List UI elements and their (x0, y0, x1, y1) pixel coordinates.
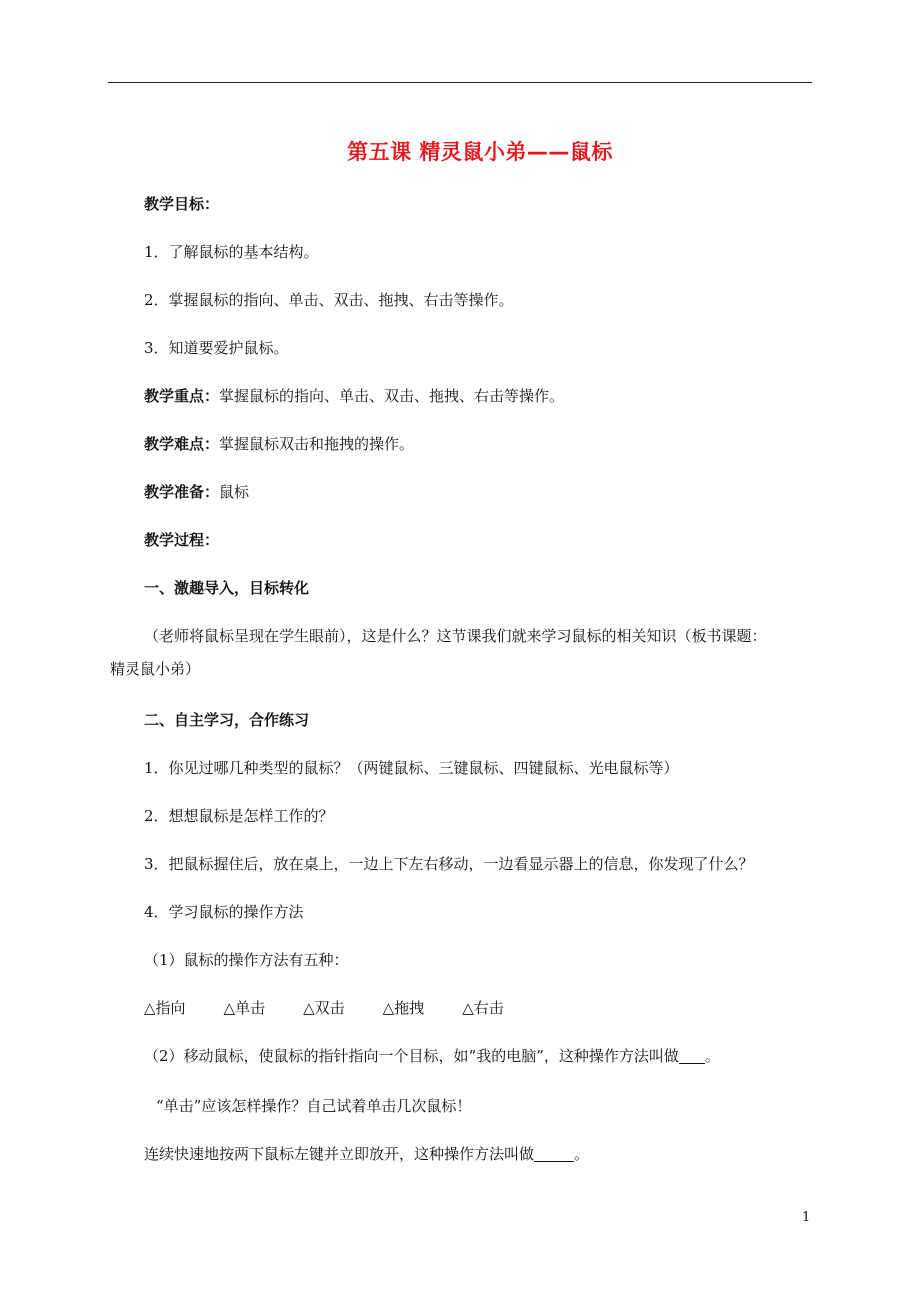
question-2: 2．想想鼠标是怎样工作的？ (144, 807, 334, 825)
question-4: 4．学习鼠标的操作方法 (144, 903, 304, 921)
subpoint-2-text: （2）移动鼠标，使鼠标的指针指向一个目标，如“我的电脑”，这种操作方法叫做 (144, 1047, 679, 1065)
operation-item: △指向 (144, 999, 186, 1017)
operations-list (144, 998, 542, 1018)
double-click-text: 连续快速地按两下鼠标左键并立即放开，这种操作方法叫做 (144, 1145, 535, 1163)
header-rule (108, 82, 812, 83)
operation-item: △右击 (462, 999, 504, 1017)
fill-blank (534, 1147, 574, 1162)
page-title: 第五课 精灵鼠小弟——鼠标 (347, 140, 613, 164)
subpoint-2-end: 。 (704, 1047, 720, 1065)
question-3: 3．把鼠标握住后，放在桌上，一边上下左右移动，一边看显示器上的信息，你发现了什么？ (144, 855, 754, 873)
double-click-line (144, 1144, 589, 1164)
prep-label: 教学准备： (144, 483, 220, 501)
goal-item: 3．知道要爱护鼠标。 (144, 339, 289, 357)
difficulty-points (144, 434, 414, 454)
double-click-end: 。 (574, 1145, 590, 1163)
prep-text: 鼠标 (219, 483, 250, 501)
section2-title: 二、自主学习，合作练习 (144, 711, 310, 729)
section1-title: 一、激趣导入，目标转化 (144, 579, 310, 597)
process-label: 教学过程： (144, 531, 220, 549)
subpoint-1: （1）鼠标的操作方法有五种： (144, 951, 349, 969)
section1-paragraph-line2: 精灵鼠小弟） (110, 660, 201, 678)
preparation (144, 482, 249, 502)
goals-label: 教学目标： (144, 195, 220, 213)
difficulty-text: 掌握鼠标双击和拖拽的操作。 (219, 435, 415, 453)
section1-paragraph-line1: （老师将鼠标呈现在学生眼前），这是什么？这节课我们就来学习鼠标的相关知识（板书课题： (144, 627, 767, 645)
fill-blank (679, 1049, 705, 1064)
page-number: 1 (802, 1210, 811, 1225)
single-click-prompt: “单击”应该怎样操作？自己试着单击几次鼠标！ (156, 1097, 472, 1115)
key-points (144, 386, 564, 406)
question-1: 1．你见过哪几种类型的鼠标？（两键鼠标、三键鼠标、四键鼠标、光电鼠标等） (144, 759, 679, 777)
operation-item: △双击 (303, 999, 345, 1017)
key-label: 教学重点： (144, 387, 220, 405)
goal-item: 2．掌握鼠标的指向、单击、双击、拖拽、右击等操作。 (144, 291, 514, 309)
difficulty-label: 教学难点： (144, 435, 220, 453)
operation-item: △单击 (223, 999, 266, 1017)
goal-item: 1．了解鼠标的基本结构。 (144, 243, 319, 261)
subpoint-2 (144, 1046, 720, 1066)
operation-item: △拖拽 (382, 999, 425, 1017)
key-text: 掌握鼠标的指向、单击、双击、拖拽、右击等操作。 (219, 387, 565, 405)
section1-paragraph (110, 626, 810, 679)
